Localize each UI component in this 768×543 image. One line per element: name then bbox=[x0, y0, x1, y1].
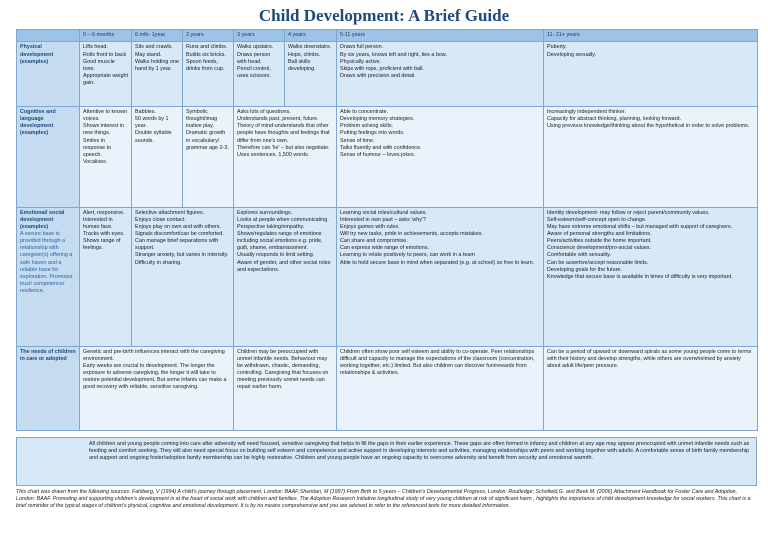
cell-line: Developing goals for the future. bbox=[547, 266, 622, 273]
cell-line: Alert, responsive. bbox=[83, 209, 125, 216]
cell-cognitive-2y bbox=[183, 107, 234, 208]
cell-line: Therefore can 'lie' – but also negotiate. bbox=[237, 144, 330, 151]
cell-line: Uses sentences. 1,500 words. bbox=[237, 151, 310, 158]
cell-line: Shows/regulates range of emotions including social emotions e.g. pride, guilt, shame, embarrassment. bbox=[237, 231, 323, 252]
cell-physical-3y bbox=[234, 42, 285, 107]
col-header-0-6-months: 0 – 6 months bbox=[80, 30, 132, 42]
cell-line: Talks fluently and with confidence. bbox=[340, 144, 422, 151]
cell-line: Explores surroundings. bbox=[237, 209, 293, 216]
cell-line: Walks upstairs. bbox=[237, 44, 274, 51]
cell-needs-5-11y bbox=[337, 346, 544, 430]
cell-line: Shows range of feelings. bbox=[83, 238, 121, 252]
cell-line: Can share and compromise. bbox=[340, 238, 408, 245]
row-cognitive bbox=[17, 107, 758, 208]
cell-line: Good muscle tone. bbox=[83, 58, 115, 72]
row-emotional bbox=[17, 207, 758, 346]
cell-line: May have extreme emotional shifts – but managed with support of caregivers. bbox=[547, 224, 733, 231]
cell-needs-11-21y bbox=[544, 346, 758, 430]
cell-line: Asks lots of questions. bbox=[237, 109, 291, 116]
col-header-4-years: 4 years bbox=[285, 30, 337, 42]
cell-line: Capacity for abstract thinking, planning, looking forward. bbox=[547, 116, 681, 123]
cell-line: Skips with rope, proficient with ball. bbox=[340, 65, 424, 72]
cell-line: Stranger anxiety, but varies in intensity. bbox=[135, 252, 229, 259]
cell-emotional-3-4y bbox=[234, 207, 337, 346]
cell-line: Signals discomfort/can be comforted. bbox=[135, 231, 224, 238]
cell-line: Physically active. bbox=[340, 58, 382, 65]
row-heading-emotional bbox=[17, 207, 80, 346]
cell-line: Rolls front to back bbox=[83, 51, 127, 58]
cell-line: Walks holding one hand by 1 year. bbox=[135, 58, 179, 72]
cell-line: Enjoys games with rules. bbox=[340, 224, 400, 231]
col-header-11-21-years: 11- 21+ years bbox=[544, 30, 758, 42]
cell-line: Can be a period of upward or downward spirals as some young people come to terms with their history and develop strengths, while others are overwhelmed by anxiety about adult life/peer pressure. bbox=[547, 348, 752, 369]
cell-line: Hops, climbs. bbox=[288, 51, 321, 58]
cell-cognitive-0-6m bbox=[80, 107, 132, 208]
cell-line: Attentive to known voices. bbox=[83, 109, 128, 123]
cell-line: Able to concentrate. bbox=[340, 109, 388, 116]
cell-line: May stand. bbox=[135, 51, 162, 58]
col-header-6-12-months: 6 mth- 1year bbox=[132, 30, 183, 42]
cell-physical-2y bbox=[183, 42, 234, 107]
cell-cognitive-3-4y bbox=[234, 107, 337, 208]
col-header-3-years: 3 years bbox=[234, 30, 285, 42]
cell-line: Will try new tasks, pride in achievements, accepts mistakes. bbox=[340, 231, 483, 238]
cell-line: Interested in own past – asks 'why'? bbox=[340, 217, 426, 223]
cell-line: Learning to relate positively to peers, can work in a team bbox=[340, 252, 475, 259]
cell-line: Sense of time. bbox=[340, 137, 375, 144]
cell-emotional-11-21y bbox=[544, 207, 758, 346]
cell-line: Draws full person. bbox=[340, 44, 384, 51]
cell-line: Able to hold secure base in mind when separated (e.g. at school) so free to learn. bbox=[340, 259, 535, 266]
cell-line: Sits and crawls. bbox=[135, 44, 173, 51]
cell-line: Enjoys close contact. bbox=[135, 217, 186, 223]
cell-physical-4y bbox=[285, 42, 337, 107]
cell-line: Can express wide range of emotions. bbox=[340, 245, 429, 252]
cell-line: Selective attachment figures. bbox=[135, 209, 205, 216]
cell-line: Theory of mind-understands that other people have thoughts and feelings that differ from one's own. bbox=[237, 123, 330, 144]
cell-line: Developing sexually. bbox=[547, 51, 597, 58]
cell-line: Double syllable sounds. bbox=[135, 130, 172, 144]
cell-physical-0-6m bbox=[80, 42, 132, 107]
context-note: Promoting and supporting children's development is at the heart of social work with children and families. The Adoption Research Initiative longitudinal study of very young children at risk of significant harm , highlights the importance of child development knowledge for social workers. This chart is a brief reminder of the typical stages of children's physical, cognitive and emotional development. It is by no means comprehensive and you are advised to refer to the referenced texts for more detailed information. bbox=[16, 496, 751, 509]
cell-line: Looks at people when communicating. bbox=[237, 217, 329, 223]
cell-line: Genetic and pre-birth influences interact with the caregiving environment. bbox=[83, 348, 225, 362]
col-header-5-11-years: 5-11 years bbox=[337, 30, 544, 42]
cell-line: Tracks with eyes. bbox=[83, 231, 125, 238]
col-header-2-years: 2 years bbox=[183, 30, 234, 42]
cell-line: Difficulty in sharing. bbox=[135, 259, 182, 266]
header-corner bbox=[17, 30, 80, 42]
cell-line: Children often show poor self esteem and ability to co-operate. Peer relationships difficult and capacity to manage the expectations of the classroom (concentration, working together, etc.) limited. But also children can discover fun/rewards from relationships & activities. bbox=[340, 348, 535, 376]
sources-note bbox=[16, 489, 757, 510]
cell-physical-11-21y bbox=[544, 42, 758, 107]
cell-line: Smiles in response to speech. bbox=[83, 137, 112, 158]
cell-line: Self-esteem/self-concept open to change. bbox=[547, 217, 647, 223]
cell-line: Identity development- may follow or reject parent/community values. bbox=[547, 209, 710, 216]
cell-line: Can be assertive/accept reasonable limits. bbox=[547, 259, 649, 266]
cell-line: Enjoys play on own and with others. bbox=[135, 224, 222, 231]
cell-cognitive-11-21y bbox=[544, 107, 758, 208]
cell-line: Runs and climbs. bbox=[186, 44, 228, 51]
cell-line: Puberty. bbox=[547, 44, 567, 51]
cell-line: Usually responds to limit setting. bbox=[237, 252, 315, 259]
cell-line: Children may be preoccupied with unmet infantile needs. Behaviour may be withdrawn, chaotic, demanding, controlling. Caregiving that focuses on meeting previously unmet needs can repair earlier harm. bbox=[237, 348, 329, 391]
cell-line: Pencil control, uses scissors. bbox=[237, 65, 271, 79]
cell-emotional-0-6m bbox=[80, 207, 132, 346]
cell-line: By six years, knows left and right, ties a bow. bbox=[340, 51, 447, 58]
cell-line: Using previous knowledge/thinking about the hypothetical in order to solve problems. bbox=[547, 123, 750, 130]
cell-needs-0-2y bbox=[80, 346, 234, 430]
row-heading-cognitive: Cognitive and language development (examples) bbox=[17, 107, 80, 208]
cell-line: Lifts head. bbox=[83, 44, 108, 51]
cell-line: Draws person with head. bbox=[237, 51, 271, 65]
sources-text: This chart was drawn from the following sources: Fahlberg, V (1994) A child's journey through placement, London: BAAF;Sheridan, M (1997) From Birth to 5 years – Children's Developmental Progress, London: Routledge; Schofield,G. and Beek M. (2006) Attachment Handbook for Foster Care and Adoption, London: BAAF. bbox=[16, 489, 738, 502]
cell-line: Dramatic growth in vocabulary/ grammar age 2-3. bbox=[186, 130, 229, 151]
cell-line: Spoon feeds, drinks from cup. bbox=[186, 58, 225, 72]
cell-line: Builds six bricks. bbox=[186, 51, 226, 58]
cell-line: Aware of personal strengths and limitations. bbox=[547, 231, 652, 238]
cell-emotional-6m-2y bbox=[132, 207, 234, 346]
row-heading-emotional-note: A secure base is provided through a relationship with caregiver(s) offering a safe haven and a reliable base for exploration. Promotes trust/ competence/ resilience. bbox=[20, 231, 73, 294]
cell-line: Comfortable with sexuality. bbox=[547, 252, 612, 259]
cell-emotional-5-11y bbox=[337, 207, 544, 346]
cell-line: Aware of gender, and other social roles and expectations. bbox=[237, 259, 331, 273]
cell-line: Early weeks are crucial to development. The longer the exposure to adverse caregiving, the longer it will take to restore potential development. But some infants can make a good recovery with reliable, sensitive caregiving. bbox=[83, 362, 227, 391]
cell-line: Problem solving skills. bbox=[340, 123, 394, 130]
cell-line: Vocalises. bbox=[83, 158, 108, 165]
cell-line: Increasingly independent thinker. bbox=[547, 109, 626, 116]
cell-line: Ball skills developing. bbox=[288, 58, 316, 72]
cell-line: Interested in human face. bbox=[83, 217, 113, 231]
cell-line: Appropriate weight gain. bbox=[83, 72, 128, 86]
cell-line: Putting feelings into words. bbox=[340, 130, 405, 137]
cell-line: Sense of humour – loves jokes. bbox=[340, 151, 416, 158]
row-heading-needs: The needs of children in care or adopted bbox=[17, 346, 80, 430]
summary-box: All children and young people coming into care after adversity will need focused, sensitive caregiving that helps to fill the gaps in their earlier experience. These gaps are often formed in infancy and children at any age may appear preoccupied with unmet infantile needs such as feeding and comfort seeking. They will also need special focus on building self esteem and competence and active support in developing interests and activities, managing relationships with peers and working together with adults. A comfortable sense of birth family membership and support and ongoing foster/adoptive family membership can be highly restorative. Children and young people have an ongoing capacity to overcome adversity and benefit from security and emotional warmth. bbox=[16, 437, 757, 486]
cell-line: Knowledge that secure base is available in times of difficulty is very important. bbox=[547, 273, 733, 280]
row-heading-physical: Physical development (examples) bbox=[17, 42, 80, 107]
cell-cognitive-6-12m bbox=[132, 107, 183, 208]
cell-line: Learning social roles/cultural values. bbox=[340, 209, 427, 216]
row-needs bbox=[17, 346, 758, 430]
cell-line: Symbolic thought/imag inative play. bbox=[186, 109, 218, 130]
development-table bbox=[16, 29, 758, 431]
cell-line: Understands past, present, future. bbox=[237, 116, 319, 123]
cell-physical-5-11y bbox=[337, 42, 544, 107]
cell-line: Can manage brief separations with support. bbox=[135, 238, 219, 252]
cell-line: Shows interest in new things. bbox=[83, 123, 125, 137]
cell-line: Draws with precision and detail. bbox=[340, 72, 416, 79]
header-row bbox=[17, 30, 758, 42]
row-heading-emotional-title: Emotional/ social development (examples) bbox=[20, 209, 65, 231]
cell-line: Walks downstairs. bbox=[288, 44, 332, 51]
cell-line: Conscience development/pro-social values. bbox=[547, 245, 651, 252]
cell-line: Babbles. bbox=[135, 109, 156, 116]
page-title: Child Development: A Brief Guide bbox=[258, 6, 510, 25]
cell-line: 50 words by 1 year. bbox=[135, 116, 169, 130]
cell-physical-6-12m bbox=[132, 42, 183, 107]
cell-line: Perspective taking/empathy. bbox=[237, 224, 305, 231]
cell-needs-3-4y bbox=[234, 346, 337, 430]
cell-line: Peers/activities outside the home important. bbox=[547, 238, 652, 245]
cell-line: Developing memory strategies. bbox=[340, 116, 415, 123]
cell-cognitive-5-11y bbox=[337, 107, 544, 208]
row-physical bbox=[17, 42, 758, 107]
